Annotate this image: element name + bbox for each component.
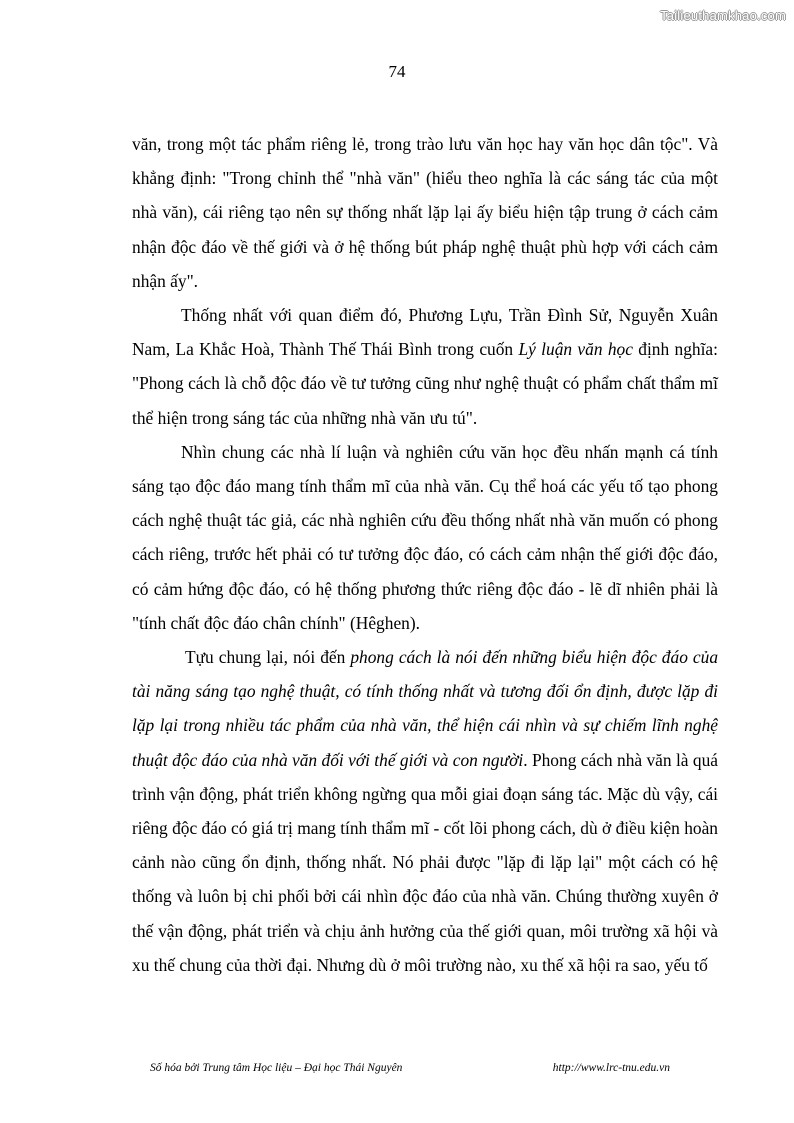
paragraph-1: văn, trong một tác phẩm riêng lẻ, trong trào lưu văn học hay văn học dân tộc". Và khẳng định: "Trong chỉnh thể "nhà văn" (hiểu theo nghĩa là các sáng tác của một nhà văn), cái riêng tạo nên sự thống nhất lặp lại ấy biểu hiện tập trung ở cách cảm nhận độc đáo về thế giới và ở hệ thống bút pháp nghệ thuật phù hợp với cách cảm nhận ấy". bbox=[132, 134, 718, 291]
page-number: 74 bbox=[388, 62, 406, 81]
paragraph-4 bbox=[132, 640, 718, 982]
page-footer bbox=[150, 1062, 710, 1074]
paragraph-2 bbox=[132, 298, 718, 435]
paragraph-3: Nhìn chung các nhà lí luận và nghiên cứu văn học đều nhấn mạnh cá tính sáng tạo độc đáo mang tính thẩm mĩ của nhà văn. Cụ thể hoá các yếu tố tạo phong cách nghệ thuật tác giả, các nhà nghiên cứu đều thống nhất nhà văn muốn có phong cách riêng, trước hết phải có tư tưởng độc đáo, có cách cảm nhận thế giới độc đáo, có cảm hứng độc đáo, có hệ thống phương thức riêng độc đáo - lẽ dĩ nhiên phải là "tính chất độc đáo chân chính" (Hêghen). bbox=[132, 441, 718, 633]
paragraph-2-text-start: Thống nhất với quan điểm đó, Phương Lựu, Trần Đình Sử, Nguyễn Xuân Nam, La Khắc Hoà, Thành Thế Thái Bình trong cuốn bbox=[132, 305, 718, 360]
body-text bbox=[132, 127, 718, 982]
style-definition: phong cách là nói đến những biểu hiện độc đáo của tài năng sáng tạo nghệ thuật, có tính thống nhất và tương đối ổn định, được lặp đi lặp lại trong nhiều tác phẩm của nhà văn, thể hiện cái nhìn và sự chiếm lĩnh nghệ thuật độc đáo của nhà văn đối với thế giới và con người bbox=[132, 647, 719, 770]
footer-source: Số hóa bởi Trung tâm Học liệu – Đại học Thái Nguyên bbox=[150, 1062, 403, 1074]
paragraph-2-text-end: định nghĩa: "Phong cách là chỗ độc đáo về tư tưởng cũng như nghệ thuật có phẩm chất thẩm mĩ thể hiện trong sáng tác của những nhà văn ưu tú". bbox=[132, 339, 718, 428]
book-title: Lý luận văn học bbox=[518, 339, 633, 360]
footer-url: http://www.lrc-tnu.edu.vn bbox=[552, 1062, 670, 1074]
paragraph-4-text-end: . Phong cách nhà văn là quá trình vận động, phát triển không ngừng qua mỗi giai đoạn sáng tác. Mặc dù vậy, cái riêng độc đáo có giá trị mang tính thẩm mĩ - cốt lõi phong cách, dù ở điều kiện hoàn cảnh nào cũng ổn định, thống nhất. Nó phải được "lặp đi lặp lại" một cách có hệ thống và luôn bị chi phối bởi cái nhìn độc đáo của nhà văn. Chúng thường xuyên ở thế vận động, phát triển và chịu ảnh hưởng của thế giới quan, môi trường xã hội và xu thế chung của thời đại. Nhưng dù ở môi trường nào, xu thế xã hội ra sao, yếu tố bbox=[132, 749, 719, 975]
paragraph-4-text-start: Tựu chung lại, nói đến bbox=[185, 647, 351, 668]
watermark-text: Tailieuthamkhao.com bbox=[660, 8, 786, 23]
